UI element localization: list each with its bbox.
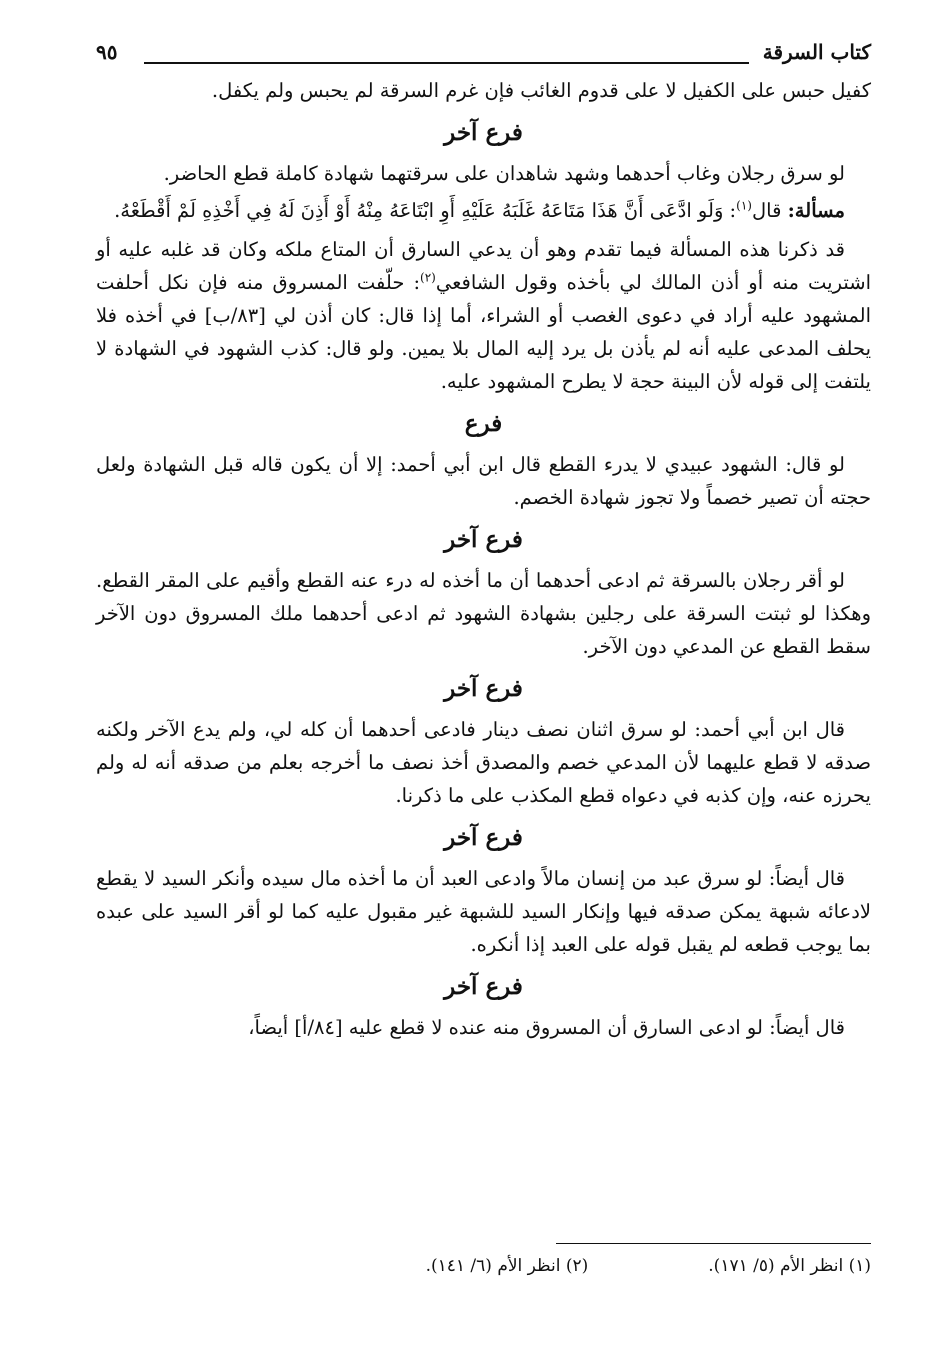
masala-label: مسألة: <box>787 199 845 222</box>
page-number: ٩٥ <box>96 40 118 64</box>
footnote-1: (١) انظر الأم (٥/ ١٧١). <box>708 1256 871 1276</box>
paragraph-3 <box>96 194 871 227</box>
footnote-ref-1[interactable]: (١) <box>736 198 752 213</box>
paragraph-4 <box>96 233 871 398</box>
paragraph-4-part-b: : حلّفت المسروق منه فإن نكل أحلفت المشهود عليه أراد في دعوى الغصب أو الشراء، أما إذا قال: كان أذن لي [٨٣/ب] في أخذه فلا يحلف المدعى عليه أنه لم يأذن بل يرد إليه المال بلا يمين. ولو قال: كذب الشهود في الشهادة لا يلتفت إلى قوله لأن البينة حجة لا يطرح المشهود عليه. <box>96 271 871 393</box>
paragraph-2: لو سرق رجلان وغاب أحدهما وشهد شاهدان على سرقتهما شهادة كاملة قطع الحاضر. <box>163 162 845 185</box>
page-header <box>96 30 871 74</box>
footnote-ref-2[interactable]: (٢) <box>420 270 436 285</box>
paragraph-6: لو أقر رجلان بالسرقة ثم ادعى أحدهما أن ما أخذه له درء عنه القطع وأقيم على المقر القطع. وهكذا لو ثبتت السرقة على رجلين بشهادة الشهود ثم ادعى أحدهما ملك المسروق دون الآخر سقط القطع عن المدعي دون الآخر. <box>96 569 871 658</box>
paragraph-5: لو قال: الشهود عبيدي لا يدرء القطع قال ابن أبي أحمد: إلا أن يكون قاله قبل الشهادة ولعل حجته أن تصير خصماً ولا تجوز شهادة الخصم. <box>96 453 871 509</box>
paragraph-7: قال ابن أبي أحمد: لو سرق اثنان نصف دينار فادعى أحدهما أن كله لي، ولم يدع الآخر ولكنه صدقه لا قطع عليهما لأن المدعي خصم والمصدق أخذ نصف ما أخرجه بعلم من صدقه أنه له ولم يحرزه عنه، وإن كذبه في دعواه قطع المكذب على ما ذكرنا. <box>96 718 871 807</box>
section-heading-5: فرع آخر <box>444 824 523 851</box>
paragraph-1: كفيل حبس على الكفيل لا على قدوم الغائب فإن غرم السرقة لم يحبس ولم يكفل. <box>211 79 871 102</box>
paragraph-9: قال أيضاً: لو ادعى السارق أن المسروق منه عنده لا قطع عليه [٨٤/أ] أيضاً، <box>248 1016 845 1039</box>
section-heading-3: فرع آخر <box>444 526 523 553</box>
footnotes <box>96 1256 871 1276</box>
paragraph-8: قال أيضاً: لو سرق عبد من إنسان مالاً وادعى العبد أن ما أخذه مال سيده وأنكر السيد لا يقطع لادعائه شبهة يمكن صدقه فيها وإنكار السيد للشبهة غير مقبول عليه كما لو أقر السيد على عبده بما يوجب قطعه لم يقبل قوله على العبد إذا أنكره. <box>96 867 871 956</box>
quoted-text: : وَلَو ادَّعَى أَنَّ هَذَا مَتَاعَهُ غَلَبَهُ عَلَيْهِ أَوِ ابْتَاعَهُ مِنْهُ أَوْ أَذِنَ لَهُ فِي أَخْذِهِ لَمْ أَقْطَعْهُ. <box>114 199 737 222</box>
section-heading-1: فرع آخر <box>444 119 523 146</box>
footnote-rule <box>556 1243 871 1244</box>
header-rule <box>144 62 749 64</box>
section-heading-2: فرع <box>464 410 503 437</box>
book-page <box>96 30 871 1350</box>
footnote-2: (٢) انظر الأم (٦/ ١٤١). <box>425 1256 589 1276</box>
qala-text: قال <box>751 199 782 222</box>
section-heading-6: فرع آخر <box>444 973 523 1000</box>
running-title: كتاب السرقة <box>762 40 871 64</box>
section-heading-4: فرع آخر <box>444 675 523 702</box>
paragraph-4-part-a: قد ذكرنا هذه المسألة فيما تقدم وهو أن يدعي السارق أن المتاع ملكه وكان قد غلبه عليه أو اشتريت منه أو أذن المالك لي بأخذه وقول الشافعي <box>96 238 871 294</box>
